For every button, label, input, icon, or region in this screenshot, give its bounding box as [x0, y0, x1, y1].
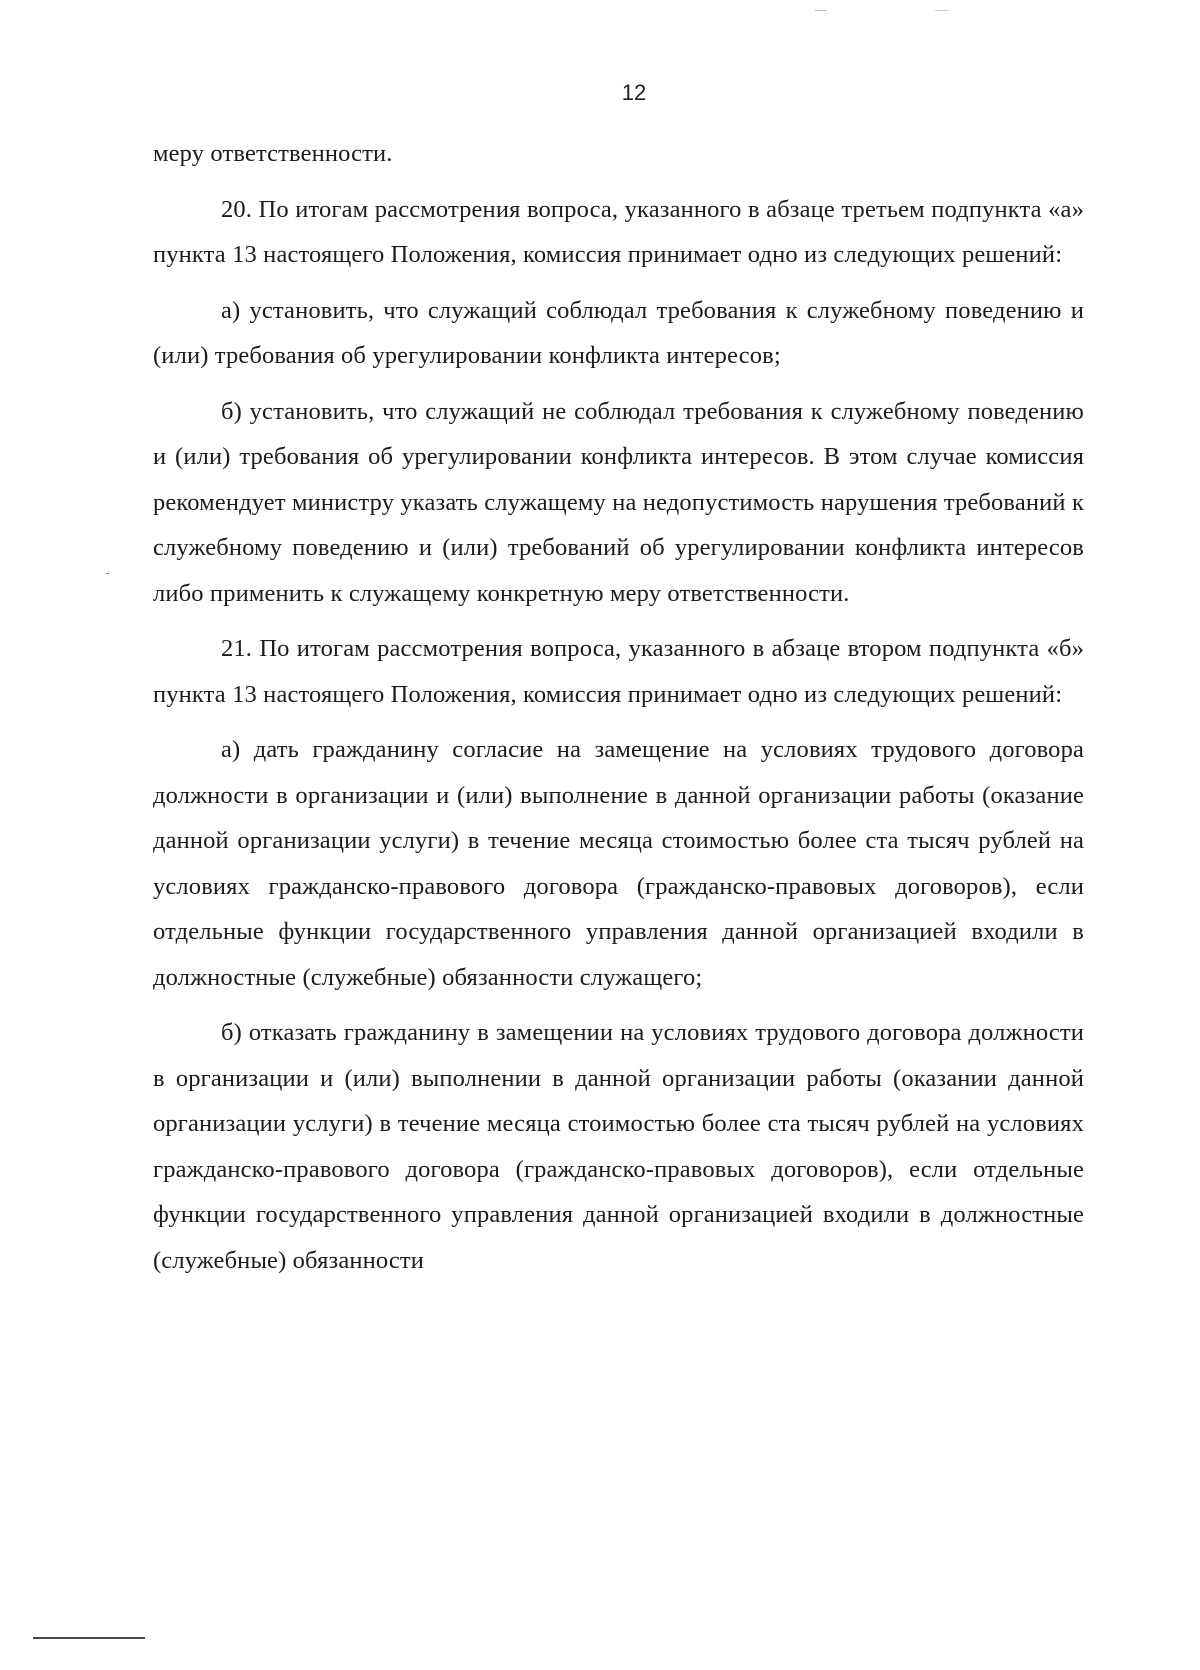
page-number: 12 [621, 80, 647, 105]
paragraph-subitem-21b: б) отказать гражданину в замещении на условиях трудового договора должности в организации и (или) выполнении в данной организации работы (оказании данной организации услуги) в течение месяца стоимостью более ста тысяч рублей на условиях гражданско-правового договора (гражданско-правовых договоров), если отдельные функции государственного управления данной организацией входили в должностные (служебные) обязанности [153, 1019, 1084, 1274]
paragraph-subitem-20a: а) установить, что служащий соблюдал требования к служебному поведению и (или) требования об урегулировании конфликта интересов; [153, 296, 1084, 369]
paragraph-continuation: меру ответственности. [153, 140, 393, 167]
paragraph-item-20: 20. По итогам рассмотрения вопроса, указанного в абзаце третьем подпункта «а» пункта 13 настоящего Положения, комиссия принимает одно из следующих решений: [153, 195, 1084, 268]
scan-artifact [33, 1637, 145, 1639]
paragraph-item-21: 21. По итогам рассмотрения вопроса, указанного в абзаце втором подпункта «б» пункта 13 настоящего Положения, комиссия принимает одно из следующих решений: [153, 635, 1084, 708]
document-body [153, 131, 1084, 1293]
paragraph-subitem-20b: б) установить, что служащий не соблюдал требования к служебному поведению и (или) требования об урегулировании конфликта интересов. В этом случае комиссия рекомендует министру указать служащему на недопустимость нарушения требований к служебному поведению и (или) требований об урегулировании конфликта интересов либо применить к служащему конкретную меру ответственности. [153, 397, 1084, 607]
scan-artifact [935, 10, 949, 11]
paragraph-subitem-21a: а) дать гражданину согласие на замещение на условиях трудового договора должности в организации и (или) выполнение в данной организации работы (оказание данной организации услуги) в течение месяца стоимостью более ста тысяч рублей на условиях гражданско-правового договора (гражданско-правовых договоров), если отдельные функции государственного управления данной организацией входили в должностные (служебные) обязанности служащего; [153, 736, 1084, 991]
scan-artifact [815, 10, 827, 11]
scan-artifact [106, 573, 109, 574]
